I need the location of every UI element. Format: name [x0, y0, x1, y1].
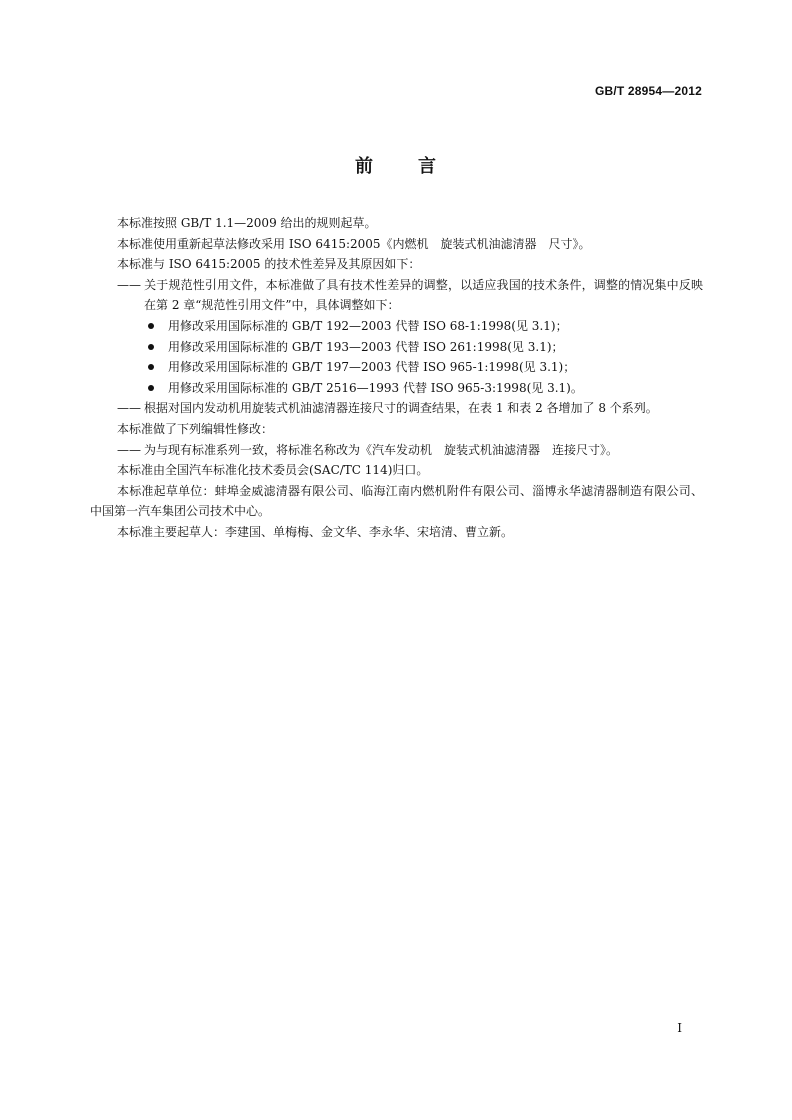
paragraph-committee: 本标准由全国汽车标准化技术委员会(SAC/TC 114)归口。 — [117, 463, 429, 478]
dash-item-series-added — [90, 398, 703, 419]
paragraph-drafting-units: 本标准起草单位：蚌埠金威滤清器有限公司、临海江南内燃机附件有限公司、淄博永华滤清器制造有限公司、中国第一汽车集团公司技术中心。 — [90, 483, 703, 519]
dash-item-text: 为与现有标准系列一致，将标准名称改为《汽车发动机 旋装式机油滤清器 连接尺寸》。 — [144, 442, 619, 457]
foreword-body — [90, 213, 703, 543]
paragraph-adoption: 本标准使用重新起草法修改采用 ISO 6415:2005《内燃机 旋装式机油滤清器 尺寸》。 — [117, 236, 591, 251]
title-char-2: 言 — [418, 156, 437, 177]
bullet-dot-icon — [148, 344, 154, 350]
dash-mark: —— — [117, 442, 141, 457]
paragraph-drafting-rules: 本标准按照 GB/T 1.1—2009 给出的规则起草。 — [117, 216, 377, 230]
paragraph-drafters: 本标准主要起草人：李建国、单梅梅、金文华、李永华、宋培清、曹立新。 — [117, 524, 514, 539]
bullet-dot-icon — [148, 364, 154, 370]
bullet-item-text: 用修改采用国际标准的 GB/T 197—2003 代替 ISO 965-1:1998(见 3.1)； — [168, 360, 576, 375]
bullet-item-text: 用修改采用国际标准的 GB/T 2516—1993 代替 ISO 965-3:1998(见 3.1)。 — [168, 380, 583, 395]
bullet-item-text: 用修改采用国际标准的 GB/T 192—2003 代替 ISO 68-1:1998(见 3.1)； — [168, 318, 568, 333]
dash-mark: —— — [117, 277, 141, 292]
bullet-item — [90, 378, 703, 399]
dash-item-normative-references — [90, 275, 703, 316]
paragraph-editorial-intro: 本标准做了下列编辑性修改： — [117, 421, 274, 436]
dash-item-title-change — [90, 440, 703, 461]
standard-code: GB/T 28954—2012 — [594, 84, 702, 98]
page-title — [0, 152, 792, 178]
paragraph-differences-intro: 本标准与 ISO 6415:2005 的技术性差异及其原因如下： — [117, 257, 421, 272]
bullet-item — [90, 316, 703, 337]
bullet-item — [90, 337, 703, 358]
dash-item-text: 根据对国内发动机用旋装式机油滤清器连接尺寸的调查结果，在表 1 和表 2 各增加了 8 个系列。 — [144, 401, 658, 416]
page-number: I — [677, 1021, 682, 1035]
dash-mark: —— — [117, 401, 141, 416]
dash-item-text: 关于规范性引用文件，本标准做了具有技术性差异的调整，以适应我国的技术条件，调整的情况集中反映在第 2 章“规范性引用文件”中，具体调整如下： — [144, 277, 703, 313]
bullet-item-text: 用修改采用国际标准的 GB/T 193—2003 代替 ISO 261:1998(见 3.1)； — [168, 339, 564, 354]
bullet-dot-icon — [148, 385, 154, 391]
bullet-dot-icon — [148, 323, 154, 329]
bullet-item — [90, 357, 703, 378]
title-char-1: 前 — [355, 156, 374, 177]
